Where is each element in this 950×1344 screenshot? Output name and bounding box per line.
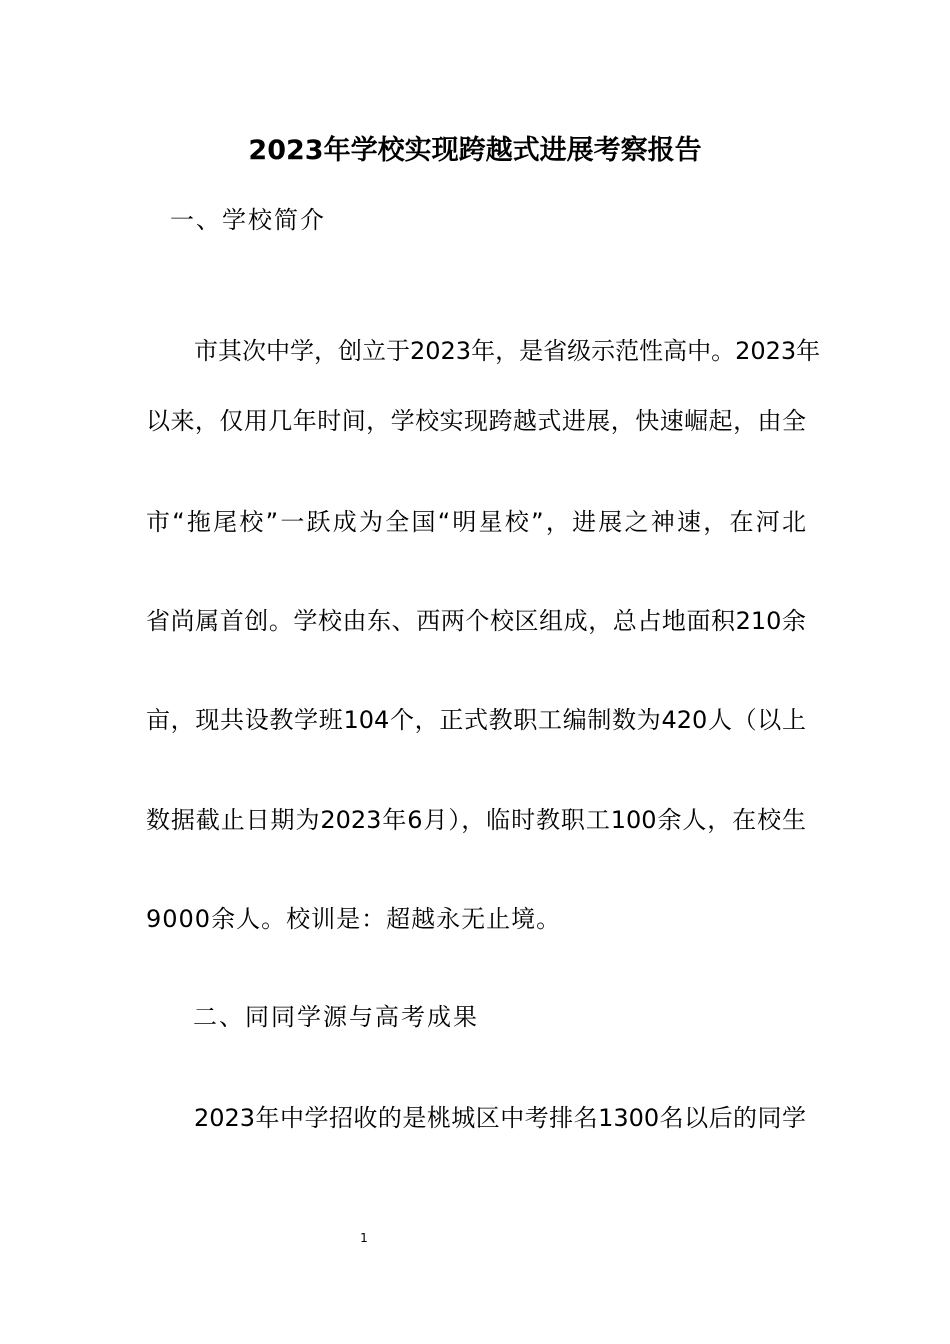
paragraph-line: 市其次中学，创立于2023年，是省级示范性高中。2023年 (194, 337, 821, 365)
section-heading-intro: 一、学校简介 (170, 206, 326, 234)
section-heading-students: 二、同同学源与高考成果 (193, 1003, 479, 1031)
paragraph-line: 亩，现共设教学班104个，正式教职工编制数为420人（以上 (146, 706, 806, 734)
paragraph-line-last: 9000余人。校训是：超越永无止境。 (146, 905, 562, 933)
paragraph-line: 省尚属首创。学校由东、西两个校区组成，总占地面积210余 (146, 607, 806, 635)
paragraph-line: 市“拖尾校”一跃成为全国“明星校”，进展之神速，在河北 (146, 508, 806, 536)
paragraph-line: 以来，仅用几年时间，学校实现跨越式进展，快速崛起，由全 (146, 407, 806, 435)
paragraph-line: 2023年中学招收的是桃城区中考排名1300名以后的同学 (194, 1104, 806, 1132)
paragraph-line: 数据截止日期为2023年6月），临时教职工100余人，在校生 (146, 806, 806, 834)
document-title: 2023年学校实现跨越式进展考察报告 (248, 135, 702, 166)
page-number: 1 (360, 1231, 368, 1245)
